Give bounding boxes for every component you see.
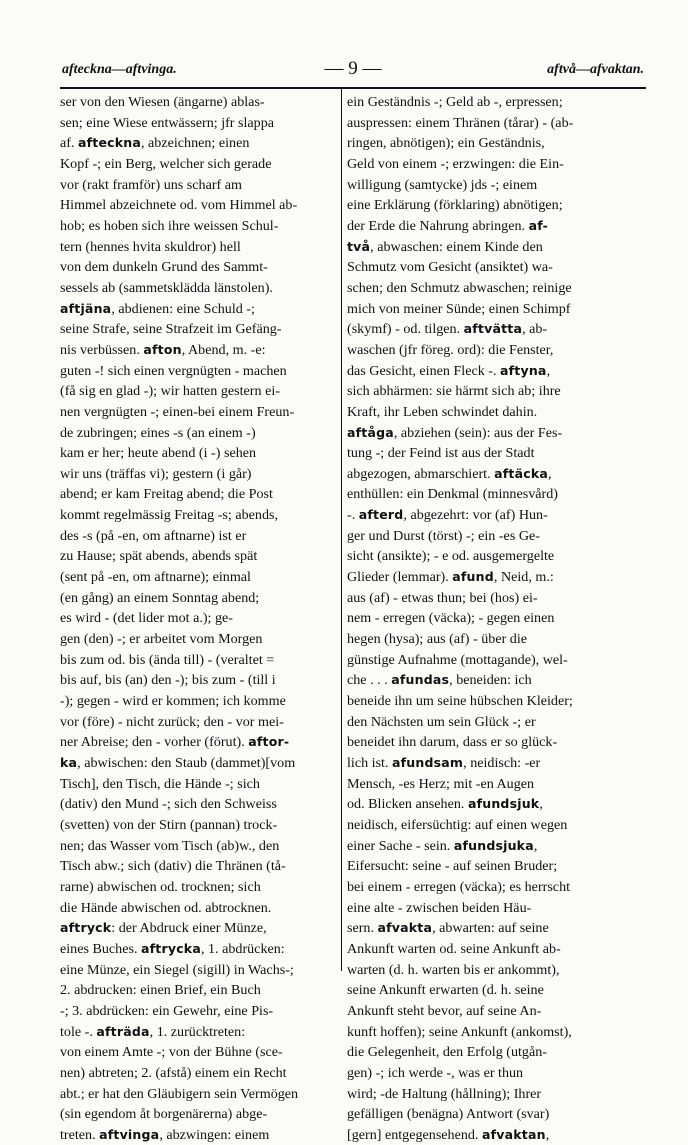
text-line — [347, 960, 644, 981]
entry-text: günstige Aufnahme (mottagande), wel- — [347, 651, 568, 668]
entry-text: nen; das Wasser vom Tisch (ab)w., den — [60, 837, 280, 854]
text-line — [347, 319, 644, 340]
text-line — [347, 1022, 644, 1043]
entry-text: che . . . — [347, 672, 392, 689]
entry-text: ser von den Wiesen (ängarne) ablas- — [60, 94, 265, 110]
entry-text: Ankunft steht bevor, auf seine An- — [347, 1002, 542, 1019]
text-line — [60, 877, 337, 898]
entry-text: eine Münze, ein Siegel (sigill) in Wachs-; — [60, 961, 294, 978]
text-line — [347, 154, 644, 175]
entry-text: eine Erklärung (förklaring) abnötigen; — [347, 197, 563, 214]
text-line — [347, 175, 644, 196]
entry-text: od. Blicken ansehen. — [347, 796, 468, 813]
entry-text: abend; er kam Freitag abend; die Post — [60, 486, 273, 503]
text-line — [60, 1001, 337, 1022]
entry-text: kommt regelmässig Freitag -s; abends, — [60, 507, 279, 524]
text-line — [60, 1022, 337, 1043]
text-line — [60, 175, 337, 196]
text-line — [60, 195, 337, 216]
entry-text: , neidisch: -er — [463, 755, 541, 771]
text-line — [60, 92, 337, 113]
text-line — [347, 918, 644, 939]
entry-text: ringen, abnötigen); ein Geständnis, — [347, 135, 545, 152]
entry-text: von einem Amte -; von der Bühne (sce- — [60, 1044, 283, 1061]
text-line — [60, 381, 337, 402]
text-line — [347, 732, 644, 753]
entry-text: bis auf, bis (an) den -); bis zum - (till i — [60, 672, 276, 689]
entry-text: der Erde die Nahrung abringen. — [347, 217, 529, 234]
text-line — [347, 257, 644, 278]
entry-text: gen) -; ich werde -, was er thun — [347, 1064, 524, 1081]
text-line — [347, 629, 644, 650]
column-divider — [341, 89, 342, 971]
text-line — [60, 133, 337, 154]
entry-text: (skymf) - od. tilgen. — [347, 321, 464, 338]
entry-text: Schmutz vom Gesicht (ansiktet) wa- — [347, 259, 553, 276]
page-header — [62, 58, 644, 84]
entry-headword: afteckna — [78, 135, 141, 151]
text-line — [60, 629, 337, 650]
text-line — [60, 464, 337, 485]
entry-text: Himmel abzeichnete od. vom Himmel ab- — [60, 197, 298, 214]
entry-text: beneide ihn um seine hübschen Kleider; — [347, 693, 573, 710]
text-line — [347, 836, 644, 857]
entry-text: , 1. abdrücken: — [200, 940, 285, 957]
text-line — [347, 980, 644, 1001]
entry-text: -; 3. abdrücken: ein Gewehr, eine Pis- — [60, 1002, 274, 1019]
entry-text: es wird - (det lider mot a.); ge- — [60, 610, 233, 627]
text-line — [60, 216, 337, 237]
entry-text: -. — [347, 507, 359, 524]
text-line — [347, 712, 644, 733]
text-line — [347, 423, 644, 444]
text-line — [347, 1001, 644, 1022]
entry-text: 2. abdrucken: einen Brief, ein Buch — [60, 982, 261, 999]
text-line — [347, 546, 644, 567]
text-line — [347, 650, 644, 671]
text-line — [60, 423, 337, 444]
entry-text: schen; den Schmutz abwaschen; reinige — [347, 279, 572, 296]
text-line — [60, 257, 337, 278]
entry-text: wir uns (träffas vi); gestern (i går) — [60, 465, 252, 482]
text-line — [347, 299, 644, 320]
text-line — [60, 980, 337, 1001]
text-line — [347, 753, 644, 774]
text-line — [347, 898, 644, 919]
text-line — [347, 340, 644, 361]
entry-text: [gern] entgegensehend. — [347, 1126, 483, 1143]
entry-text: treten. — [60, 1126, 100, 1143]
entry-text: nen vergnügten -; einen-bei einem Freun- — [60, 403, 295, 420]
entry-headword: afundsjuka — [453, 837, 534, 853]
text-line — [60, 836, 337, 857]
entry-text: von dem dunkeln Grund des Sammt- — [60, 259, 268, 276]
text-line — [347, 608, 644, 629]
text-line — [347, 133, 644, 154]
entry-text: , — [545, 1126, 550, 1143]
entry-headword: afund — [452, 569, 494, 585]
entry-text: eines Buches. — [60, 940, 142, 957]
text-line — [60, 237, 337, 258]
entry-text: sen; eine Wiese entwässern; jfr slappa — [60, 114, 275, 131]
entry-text: gen (den) -; er arbeitet vom Morgen — [60, 631, 263, 648]
text-line — [347, 774, 644, 795]
entry-text: sern. — [347, 920, 378, 937]
text-line — [60, 670, 337, 691]
entry-text: , — [547, 465, 552, 482]
entry-text: de zubringen; eines -s (an einem -) — [60, 424, 256, 441]
text-line — [60, 856, 337, 877]
text-line — [60, 484, 337, 505]
text-line — [347, 361, 644, 382]
text-line — [60, 650, 337, 671]
text-line — [60, 278, 337, 299]
entry-text: , abdienen: eine Schuld -; — [111, 300, 255, 317]
entry-text: Ankunft warten od. seine Ankunft ab- — [347, 940, 561, 957]
left-column — [60, 92, 337, 1143]
entry-text: guten -! sich einen vergnügten - machen — [60, 362, 287, 379]
entry-text: vor (rakt framför) uns scharf am — [60, 176, 242, 193]
text-line — [347, 113, 644, 134]
text-line — [347, 1125, 644, 1145]
entry-headword: aftryck — [60, 920, 112, 936]
entry-text: seine Strafe, seine Strafzeit im Gefäng- — [60, 321, 282, 338]
entry-text: nen) abtreten; 2. (afstå) einem ein Recht — [60, 1064, 287, 1081]
text-line — [347, 877, 644, 898]
text-line — [60, 815, 337, 836]
text-line — [347, 815, 644, 836]
text-line — [347, 856, 644, 877]
entry-text: gefälligen (benägna) Antwort (svar) — [347, 1106, 550, 1123]
entry-headword: aftor- — [248, 734, 290, 750]
entry-text: , abziehen (sein): aus der Fes- — [393, 424, 563, 441]
running-head-left: afteckna—aftvinga. — [62, 62, 177, 77]
text-line — [60, 732, 337, 753]
entry-text: bis zum od. bis (ända till) - (veraltet = — [60, 651, 275, 668]
entry-text: tung -; der Feind ist aus der Stadt — [347, 445, 535, 462]
text-line — [347, 402, 644, 423]
text-line — [347, 1084, 644, 1105]
text-line — [60, 319, 337, 340]
entry-text: auspressen: einem Thränen (tårar) - (ab- — [347, 114, 574, 131]
entry-text: Tisch], den Tisch, die Hände -; sich — [60, 775, 260, 792]
entry-text: , abzwingen: einem — [159, 1126, 270, 1143]
entry-text: das Gesicht, einen Fleck -. — [347, 362, 501, 379]
text-line — [347, 567, 644, 588]
text-line — [347, 1104, 644, 1125]
entry-text: beneidet ihn darum, dass er so glück- — [347, 734, 558, 751]
entry-text: des -s (på -en, om aftnarne) ist er — [60, 527, 247, 544]
text-line — [60, 361, 337, 382]
entry-text: zu Hause; spät abends, abends spät — [60, 548, 258, 565]
text-line — [347, 443, 644, 464]
entry-text: (sin egendom åt borgenärerna) abge- — [60, 1106, 268, 1123]
entry-headword: aftvinga — [99, 1126, 160, 1142]
entry-text: , abwarten: auf seine — [432, 920, 549, 937]
entry-text: Glieder (lemmar). — [347, 569, 453, 586]
text-line — [60, 154, 337, 175]
entry-text: : der Abdruck einer Münze, — [111, 920, 267, 937]
entry-text: nem - erregen (väcka); - gegen einen — [347, 610, 555, 627]
entry-text: sessels ab (sammetsklädda länstolen). — [60, 279, 273, 296]
entry-text: (svetten) von der Stirn (pannan) trock- — [60, 816, 278, 833]
entry-headword: afträda — [96, 1023, 150, 1039]
entry-text: (få sig en glad -); wir hatten gestern ei- — [60, 383, 280, 400]
text-line — [60, 505, 337, 526]
text-line — [347, 588, 644, 609]
entry-text: aus (af) - etwas thun; bei (hos) ei- — [347, 589, 538, 606]
text-line — [347, 526, 644, 547]
entry-text: nis verbüssen. — [60, 341, 144, 358]
entry-headword: ka — [60, 755, 78, 770]
text-line — [60, 113, 337, 134]
text-line — [347, 92, 644, 113]
text-line — [60, 794, 337, 815]
entry-text: die Hände abwischen od. abtrocknen. — [60, 899, 272, 916]
entry-text: Kopf -; ein Berg, welcher sich gerade — [60, 155, 272, 172]
entry-headword: afvakta — [377, 920, 433, 936]
text-line — [60, 526, 337, 547]
right-column — [347, 92, 644, 1143]
entry-text: , abgezehrt: vor (af) Hun- — [403, 507, 548, 524]
text-line — [347, 237, 644, 258]
entry-text: , ab- — [522, 321, 548, 338]
text-line — [60, 1084, 337, 1105]
entry-text: , beneiden: ich — [449, 672, 532, 689]
entry-text: Geld von einem -; erzwingen: die Ein- — [347, 155, 564, 172]
text-line — [347, 939, 644, 960]
entry-headword: aftjäna — [60, 300, 112, 316]
entry-headword: afvaktan — [482, 1126, 546, 1142]
entry-text: neidisch, eifersüchtig: auf einen wegen — [347, 816, 568, 833]
entry-text: bei einem - erregen (väcka); es herrscht — [347, 878, 571, 895]
entry-text: ein Geständnis -; Geld ab -, erpressen; — [347, 94, 563, 110]
text-line — [60, 588, 337, 609]
entry-text: Eifersucht: seine - auf seinen Bruder; — [347, 858, 558, 875]
text-line — [60, 567, 337, 588]
entry-text: wird; -de Haltung (hållning); Ihrer — [347, 1085, 542, 1102]
entry-text: willigung (samtycke) jds -; einem — [347, 176, 538, 193]
entry-text: , Abend, m. -e: — [181, 341, 266, 358]
entry-text: lich ist. — [347, 755, 393, 771]
text-line — [60, 608, 337, 629]
entry-headword: afterd — [358, 507, 404, 523]
page-number: — 9 — — [324, 58, 382, 79]
entry-text: waschen (jfr föreg. ord): die Fenster, — [347, 341, 554, 358]
entry-text: af. — [60, 135, 78, 152]
text-line — [60, 960, 337, 981]
text-line — [347, 381, 644, 402]
entry-text: , 1. zurücktreten: — [149, 1023, 246, 1040]
text-line — [347, 484, 644, 505]
entry-text: (en gång) an einem Sonntag abend; — [60, 589, 260, 606]
entry-text: eine alte - zwischen beiden Häu- — [347, 899, 532, 916]
text-line — [60, 774, 337, 795]
entry-text: seine Ankunft erwarten (d. h. seine — [347, 982, 544, 999]
header-rule — [60, 87, 646, 89]
entry-headword: afundas — [391, 672, 450, 688]
entry-headword: afundsjuk — [467, 796, 540, 812]
entry-text: abgezogen, abmarschiert. — [347, 465, 495, 482]
entry-text: kunft hoffen); seine Ankunft (ankomst), — [347, 1023, 572, 1040]
entry-text: einer Sache - sein. — [347, 837, 454, 854]
entry-text: vor (före) - nicht zurück; den - vor mei- — [60, 713, 284, 730]
text-line — [347, 278, 644, 299]
text-line — [60, 898, 337, 919]
entry-text: , abzeichnen; einen — [140, 135, 250, 152]
text-line — [347, 195, 644, 216]
entry-text: , abwischen: den Staub (dammet)[vom — [77, 755, 296, 771]
entry-headword: af- — [528, 217, 549, 233]
text-line — [60, 299, 337, 320]
entry-text: rarne) abwischen od. trocknen; sich — [60, 878, 261, 895]
entry-text: (dativ) den Mund -; sich den Schweiss — [60, 796, 277, 813]
text-line — [347, 216, 644, 237]
entry-text: tern (hennes hvita skuldror) hell — [60, 238, 241, 255]
entry-headword: aftyna — [500, 362, 547, 378]
entry-text: kam er her; heute abend (i -) sehen — [60, 445, 257, 462]
text-line — [347, 505, 644, 526]
entry-text: , — [546, 362, 551, 379]
entry-text: mich von meiner Sünde; einen Schimpf — [347, 300, 571, 317]
text-line — [60, 691, 337, 712]
text-line — [60, 712, 337, 733]
entry-text: , — [539, 796, 543, 813]
text-line — [347, 1042, 644, 1063]
entry-text: warten (d. h. warten bis er ankommt), — [347, 961, 560, 978]
entry-text: ger und Durst (törst) -; ein -es Ge- — [347, 527, 540, 544]
entry-text: Mensch, -es Herz; mit -en Augen — [347, 775, 535, 792]
entry-headword: aftvätta — [463, 321, 523, 337]
entry-headword: aftrycka — [141, 940, 201, 956]
text-line — [60, 340, 337, 361]
entry-headword: afundsam — [392, 755, 464, 770]
text-line — [60, 753, 337, 774]
entry-text: , Neid, m.: — [493, 569, 554, 586]
entry-text: Tisch abw.; sich (dativ) die Thränen (tå- — [60, 858, 286, 875]
entry-text: hob; es hoben sich ihre weissen Schul- — [60, 217, 279, 234]
text-line — [347, 691, 644, 712]
entry-text: abt.; er hat den Gläubigern sein Vermögen — [60, 1085, 299, 1102]
entry-text: Kraft, ihr Leben schwindet dahin. — [347, 403, 538, 420]
text-line — [60, 918, 337, 939]
text-line — [347, 794, 644, 815]
running-head-right: aftvå—afvaktan. — [547, 62, 644, 77]
text-line — [60, 443, 337, 464]
entry-headword: aftåga — [347, 424, 394, 440]
entry-text: sich abhärmen: sie härmt sich ab; ihre — [347, 383, 561, 400]
entry-text: hegen (hysa); aus (af) - über die — [347, 631, 528, 648]
entry-text: enthüllen: ein Denkmal (minnesvård) — [347, 486, 558, 503]
text-line — [347, 1063, 644, 1084]
entry-text: , — [533, 837, 538, 854]
entry-text: ner Abreise; den - vorher (förut). — [60, 734, 249, 751]
entry-headword: två — [347, 238, 371, 254]
entry-text: tole -. — [60, 1023, 97, 1040]
entry-headword: afton — [143, 341, 182, 357]
text-line — [60, 546, 337, 567]
text-line — [60, 1063, 337, 1084]
entry-text: -); gegen - wird er kommen; ich komme — [60, 693, 286, 710]
entry-text: die Gelegenheit, den Erfolg (utgån- — [347, 1044, 547, 1061]
text-line — [60, 1104, 337, 1125]
entry-headword: aftäcka — [494, 465, 548, 481]
text-line — [347, 464, 644, 485]
entry-text: (sent på -en, om aftnarne); einmal — [60, 569, 251, 586]
text-line — [60, 1042, 337, 1063]
entry-text: sicht (ansikte); - e od. ausgemergelte — [347, 548, 555, 565]
text-line — [60, 1125, 337, 1145]
entry-text: , abwaschen: einem Kinde den — [370, 238, 543, 255]
text-line — [60, 402, 337, 423]
text-line — [60, 939, 337, 960]
text-line — [347, 670, 644, 691]
entry-text: den Nächsten um sein Glück -; er — [347, 713, 536, 730]
